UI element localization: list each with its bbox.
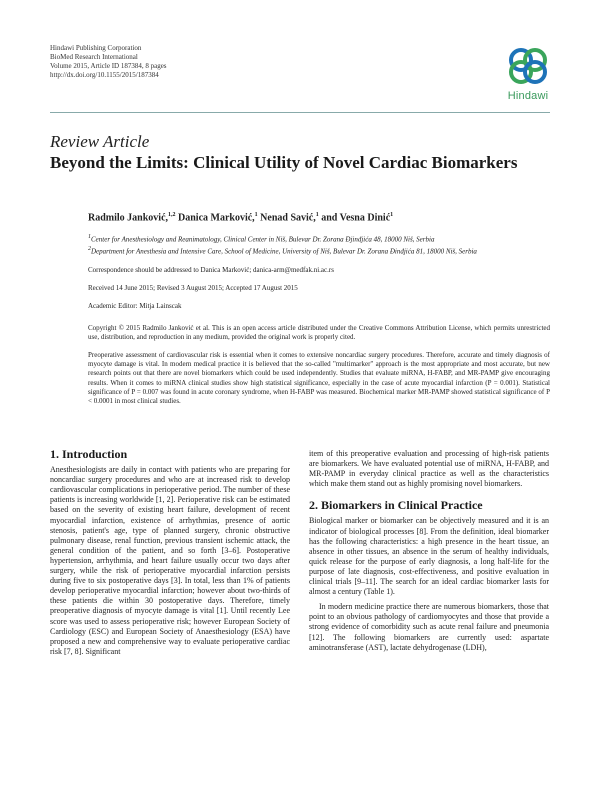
affiliation [88, 245, 550, 257]
section-heading-biomarkers: 2. Biomarkers in Clinical Practice [309, 498, 483, 513]
section-heading-introduction: 1. Introduction [50, 447, 128, 461]
author-name: and Vesna Dinić [318, 212, 391, 224]
volume-line: Volume 2015, Article ID 187384, 8 pages [50, 62, 167, 70]
author-list [88, 209, 550, 224]
affiliation-text: Department for Anesthesia and Intensive Care, School of Medicine, University of Niš, Bulevar Dr. Zorana Đinđjića 81, 18000 Niš, Serbia [91, 247, 477, 256]
introduction-continued: item of this preoperative evaluation and processing of high-risk patients are biomarkers. We have evaluated potential use of miRNA, H-FABP, and MR-PAMP in everyday clinical practice as well as the characteristics which make them stand out as highly promising novel biomarkers. [309, 449, 549, 489]
hindawi-rings-icon [504, 45, 552, 87]
hindawi-logo-text: Hindawi [507, 90, 549, 102]
publisher-line: Hindawi Publishing Corporation [50, 44, 142, 52]
affiliation-sup: 2 [88, 246, 91, 253]
journal-header [50, 44, 167, 80]
affiliation-sup: 1 [88, 234, 91, 241]
abstract: Preoperative assessment of cardiovascular risk is essential when it comes to extensive noncardiac surgery procedures. Therefore, accurate and timely diagnosis of myocyte damage is vital. In modern medical practice it is believed that the so-called "multimarker" approach is the most appropriate and most accurate, but new research points out that there are novel biomarkers which could be used independently. Studies that evaluate miRNA, H-FABP, and MR-PAMP give encouraging results. When it comes to miRNA clinical studies show high statistical significance, especially in the case of acute myocardial infarction (P = 0.001). Statistical significance of P = 0.007 was found in acute coronary syndrome, when H-FABP was measured. Biochemical marker MR-PAMP showed statistical significance of P < 0.0001 in most clinical studies. [88, 351, 550, 406]
affiliation-text: Center for Anesthesiology and Reanimatology, Clinical Center in Niš, Bulevar Dr. Zorana Đjinđjića 48, 18000 Niš, Serbia [91, 235, 435, 244]
header-divider [50, 112, 550, 113]
article-title: Beyond the Limits: Clinical Utility of Novel Cardiac Biomarkers [50, 153, 518, 172]
hindawi-logo [498, 45, 558, 102]
author-name: Danica Marković, [175, 212, 255, 224]
biomarkers-paragraph-2: In modern medicine practice there are numerous biomarkers, those that point to an obvious pathology of cardiomyocytes and those that provide a strong evidence of comorbidity such as acute renal failure and pneumonia [12]. The following biomarkers are currently used: aspartate aminotransferase (AST), lactate dehydrogenase (LDH), [309, 602, 549, 652]
author-sup: 1 [390, 212, 394, 218]
dates: Received 14 June 2015; Revised 3 August 2015; Accepted 17 August 2015 [88, 284, 298, 293]
affiliation [88, 233, 550, 245]
author-name: Nenad Savić, [257, 212, 316, 224]
journal-name: BioMed Research International [50, 53, 138, 61]
correspondence: Correspondence should be addressed to Danica Marković; danica-arm@medfak.ni.ac.rs [88, 265, 334, 274]
author-sup: 1 [254, 212, 258, 218]
left-column [50, 449, 290, 657]
introduction-paragraph: Anesthesiologists are daily in contact with patients who are preparing for noncardiac surgery procedures and who are at increased risk to develop cardiovascular complications in perioperative period. The number of these patients is increasing worldwide [1, 2]. Perioperative risk can be estimated based on the severity of existing heart failure, development of recent myocardial infarction, existence of arrhythmias, presence of aortic stenosis, patient's age, type of planned surgery, chronic obstructive pulmonary disease, renal function, previous transient ischemic attack, the general condition of the patient, and so forth [3–6]. Postoperative hypertension, arrhythmia, and heart failure usually occur two days after surgery, while the risk of perioperative myocardial infarction persists during five to six postoperative days [3]. In total, less than 1% of patients develop perioperative myocardial infarction; however about two-thirds of these patients die within 30 postoperative days. Therefore, timely preoperative diagnosis of myocyte damage is vital [1]. Until recently Lee score was used to assess perioperative risk; however European Society of Cardiology (ESC) and European Society of Anaesthesiology (ESA) have proposed a new and comprehensive way to evaluate perioperative cardiac risk [7, 8]. Significant [50, 465, 290, 656]
copyright: Copyright © 2015 Radmilo Janković et al. This is an open access article distributed under the Creative Commons Attribution License, which permits unrestricted use, distribution, and reproduction in any medium, provided the original work is properly cited. [88, 323, 550, 341]
front-matter [88, 209, 550, 413]
author-name: Radmilo Janković, [88, 212, 169, 224]
author-sup: 1,2 [168, 212, 176, 218]
academic-editor: Academic Editor: Mitja Lainscak [88, 302, 182, 311]
biomarkers-paragraph-1: Biological marker or biomarker can be objectively measured and it is an indicator of biological processes [8]. From the definition, ideal biomarker has the following characteristics: a high presence in the heart tissue, an absence in other tissues, an absence in the serum of healthy individuals, quick release for the purpose of early diagnosis, a long half-life for the purpose of late diagnosis, cost-effectiveness, and positive evaluation in clinical trials [9–11]. The search for an ideal cardiac biomarker lasts for almost a century (Table 1). [309, 516, 549, 597]
right-column [309, 449, 549, 653]
doi-link[interactable]: http://dx.doi.org/10.1155/2015/187384 [50, 71, 159, 79]
article-type: Review Article [50, 132, 150, 151]
author-sup: 1 [315, 212, 319, 218]
